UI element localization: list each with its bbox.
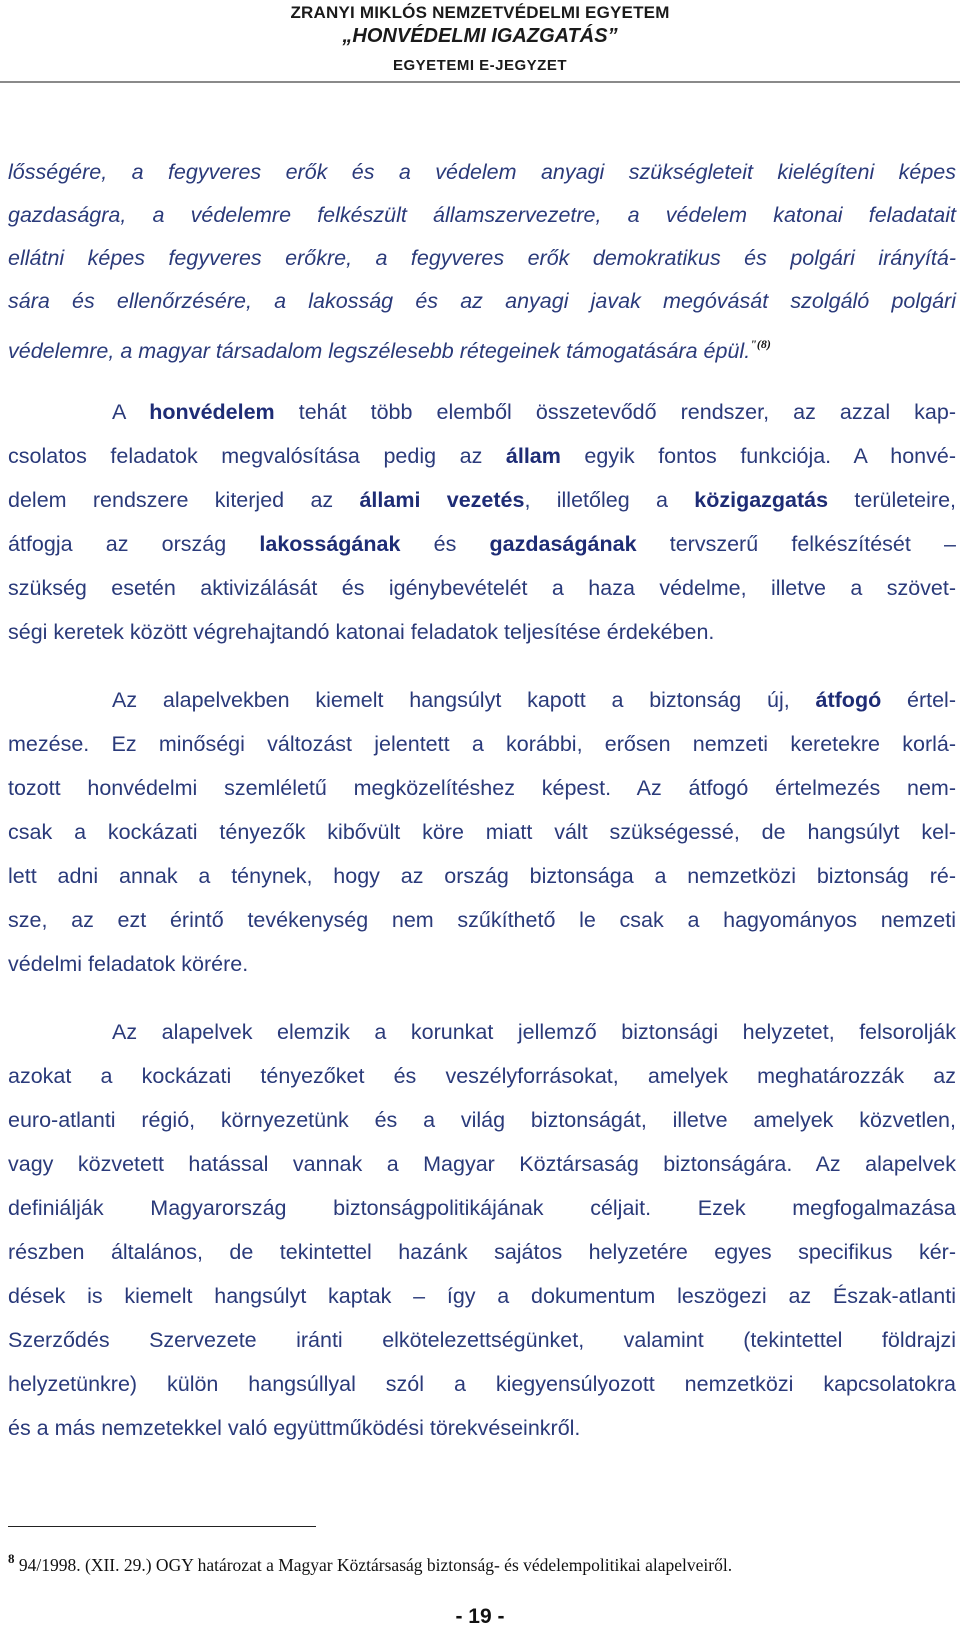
text-span: csolatos feladatok megvalósítása pedig az — [8, 444, 506, 468]
text-span: , illetőleg a — [524, 488, 695, 512]
text-line: és a más nemzetekkel való együttműködési törekvéseinkről. — [8, 1416, 581, 1440]
header-divider — [0, 81, 960, 83]
text-span: Az alapelvekben kiemelt hangsúlyt kapott a biztonság új, — [112, 688, 816, 712]
text-line — [8, 329, 956, 366]
note-type: EGYETEMI E-JEGYZET — [392, 57, 568, 74]
text-line: csak a kockázati tényezők kibővült köre miatt vált szükségessé, de hangsúlyt kel- — [8, 820, 956, 844]
emphasis: honvédelem — [149, 400, 275, 424]
footnote-ref: "(8) — [750, 337, 771, 351]
footnote-number: 8 — [8, 1551, 15, 1566]
emphasis: állam — [505, 444, 561, 468]
text-line: Szerződés Szervezete iránti elkötelezettségünket, valamint (tekintettel földrajzi — [8, 1328, 956, 1352]
text-line: gazdaságra, a védelemre felkészült államszervezetre, a védelem katonai feladatait — [8, 203, 956, 227]
text-line: sze, az ezt érintő tevékenység nem szűkíthető le csak a hagyományos nemzeti — [8, 908, 956, 932]
emphasis: átfogó — [815, 688, 882, 712]
text-line: euro-atlanti régió, környezetünk és a világ biztonságát, illetve amelyek közvetlen, — [8, 1108, 956, 1132]
text-span: átfogja az ország — [8, 532, 260, 556]
text-span: értel- — [881, 688, 956, 712]
text-line: részben általános, de tekintettel hazánk sajátos helyzetére egyes specifikus kér- — [8, 1240, 956, 1264]
text-line: Az alapelvek elemzik a korunkat jellemző biztonsági helyzetet, felsorolják — [112, 1020, 956, 1044]
footnote-divider — [8, 1526, 316, 1527]
text-span: védelemre, a magyar társadalom legszélesebb rétegeinek támogatására épül. — [8, 339, 751, 363]
text-line: ellátni képes fegyveres erőkre, a fegyveres erők demokratikus és polgári irányítá- — [8, 246, 956, 270]
emphasis: lakosságának — [259, 532, 401, 556]
text-span: területeire, — [828, 488, 956, 512]
text-line: vagy közvetett hatással vannak a Magyar Köztársaság biztonságára. Az alapelvek — [8, 1152, 956, 1176]
footnote — [8, 1551, 732, 1576]
text-line: szükség esetén aktivizálását és igénybevételét a haza védelme, illetve a szövet- — [8, 576, 956, 600]
text-line — [8, 441, 956, 471]
text-span: tervszerű felkészítését – — [636, 532, 957, 556]
emphasis: gazdaságának — [489, 532, 637, 556]
text-line — [112, 397, 956, 427]
footnote-text: 94/1998. (XII. 29.) OGY határozat a Magyar Köztársaság biztonság- és védelempolitikai alapelveiről. — [14, 1555, 733, 1575]
text-span: delem rendszere kiterjed az — [8, 488, 360, 512]
page-number: - 19 - — [455, 1605, 505, 1628]
text-line: ségi keretek között végrehajtandó katonai feladatok teljesítése érdekében. — [8, 620, 715, 644]
text-line — [112, 685, 956, 715]
text-line — [8, 485, 956, 515]
text-line: dések is kiemelt hangsúlyt kaptak – így a dokumentum leszögezi az Észak-atlanti — [8, 1284, 956, 1308]
text-line: sára és ellenőrzésére, a lakosság és az anyagi javak megóvását szolgáló polgári — [8, 289, 956, 313]
text-line — [8, 529, 956, 559]
text-line: tozott honvédelmi szemléletű megközelítéshez képest. Az átfogó értelmezés nem- — [8, 776, 956, 800]
text-line: védelmi feladatok körére. — [8, 952, 249, 976]
text-line: azokat a kockázati tényezőket és veszélyforrásokat, amelyek meghatározzák az — [8, 1064, 956, 1088]
text-span: tehát több elemből összetevődő rendszer, az azzal kap- — [274, 400, 956, 424]
text-span: A — [112, 400, 150, 424]
text-line: lősségére, a fegyveres erők és a védelem anyagi szükségleteit kielégíteni képes — [8, 160, 956, 184]
emphasis: állami vezetés — [359, 488, 525, 512]
text-span: egyik fontos funkciója. A honvé- — [560, 444, 956, 468]
text-span: és — [400, 532, 490, 556]
text-line: lett adni annak a ténynek, hogy az ország biztonsága a nemzetközi biztonság ré- — [8, 864, 956, 888]
text-line: definiálják Magyarország biztonságpolitikájának céljait. Ezek megfogalmazása — [8, 1196, 956, 1220]
text-line: mezése. Ez minőségi változást jelentett a korábbi, erősen nemzeti keretekre korlá- — [8, 732, 956, 756]
emphasis: közigazgatás — [694, 488, 829, 512]
text-line: helyzetünkre) külön hangsúllyal szól a kiegyensúlyozott nemzetközi kapcsolatokra — [8, 1372, 956, 1396]
course-title: „HONVÉDELMI IGAZGATÁS” — [342, 25, 618, 47]
university-name: ZRANYI MIKLÓS NEMZETVÉDELMI EGYETEM — [290, 3, 670, 22]
